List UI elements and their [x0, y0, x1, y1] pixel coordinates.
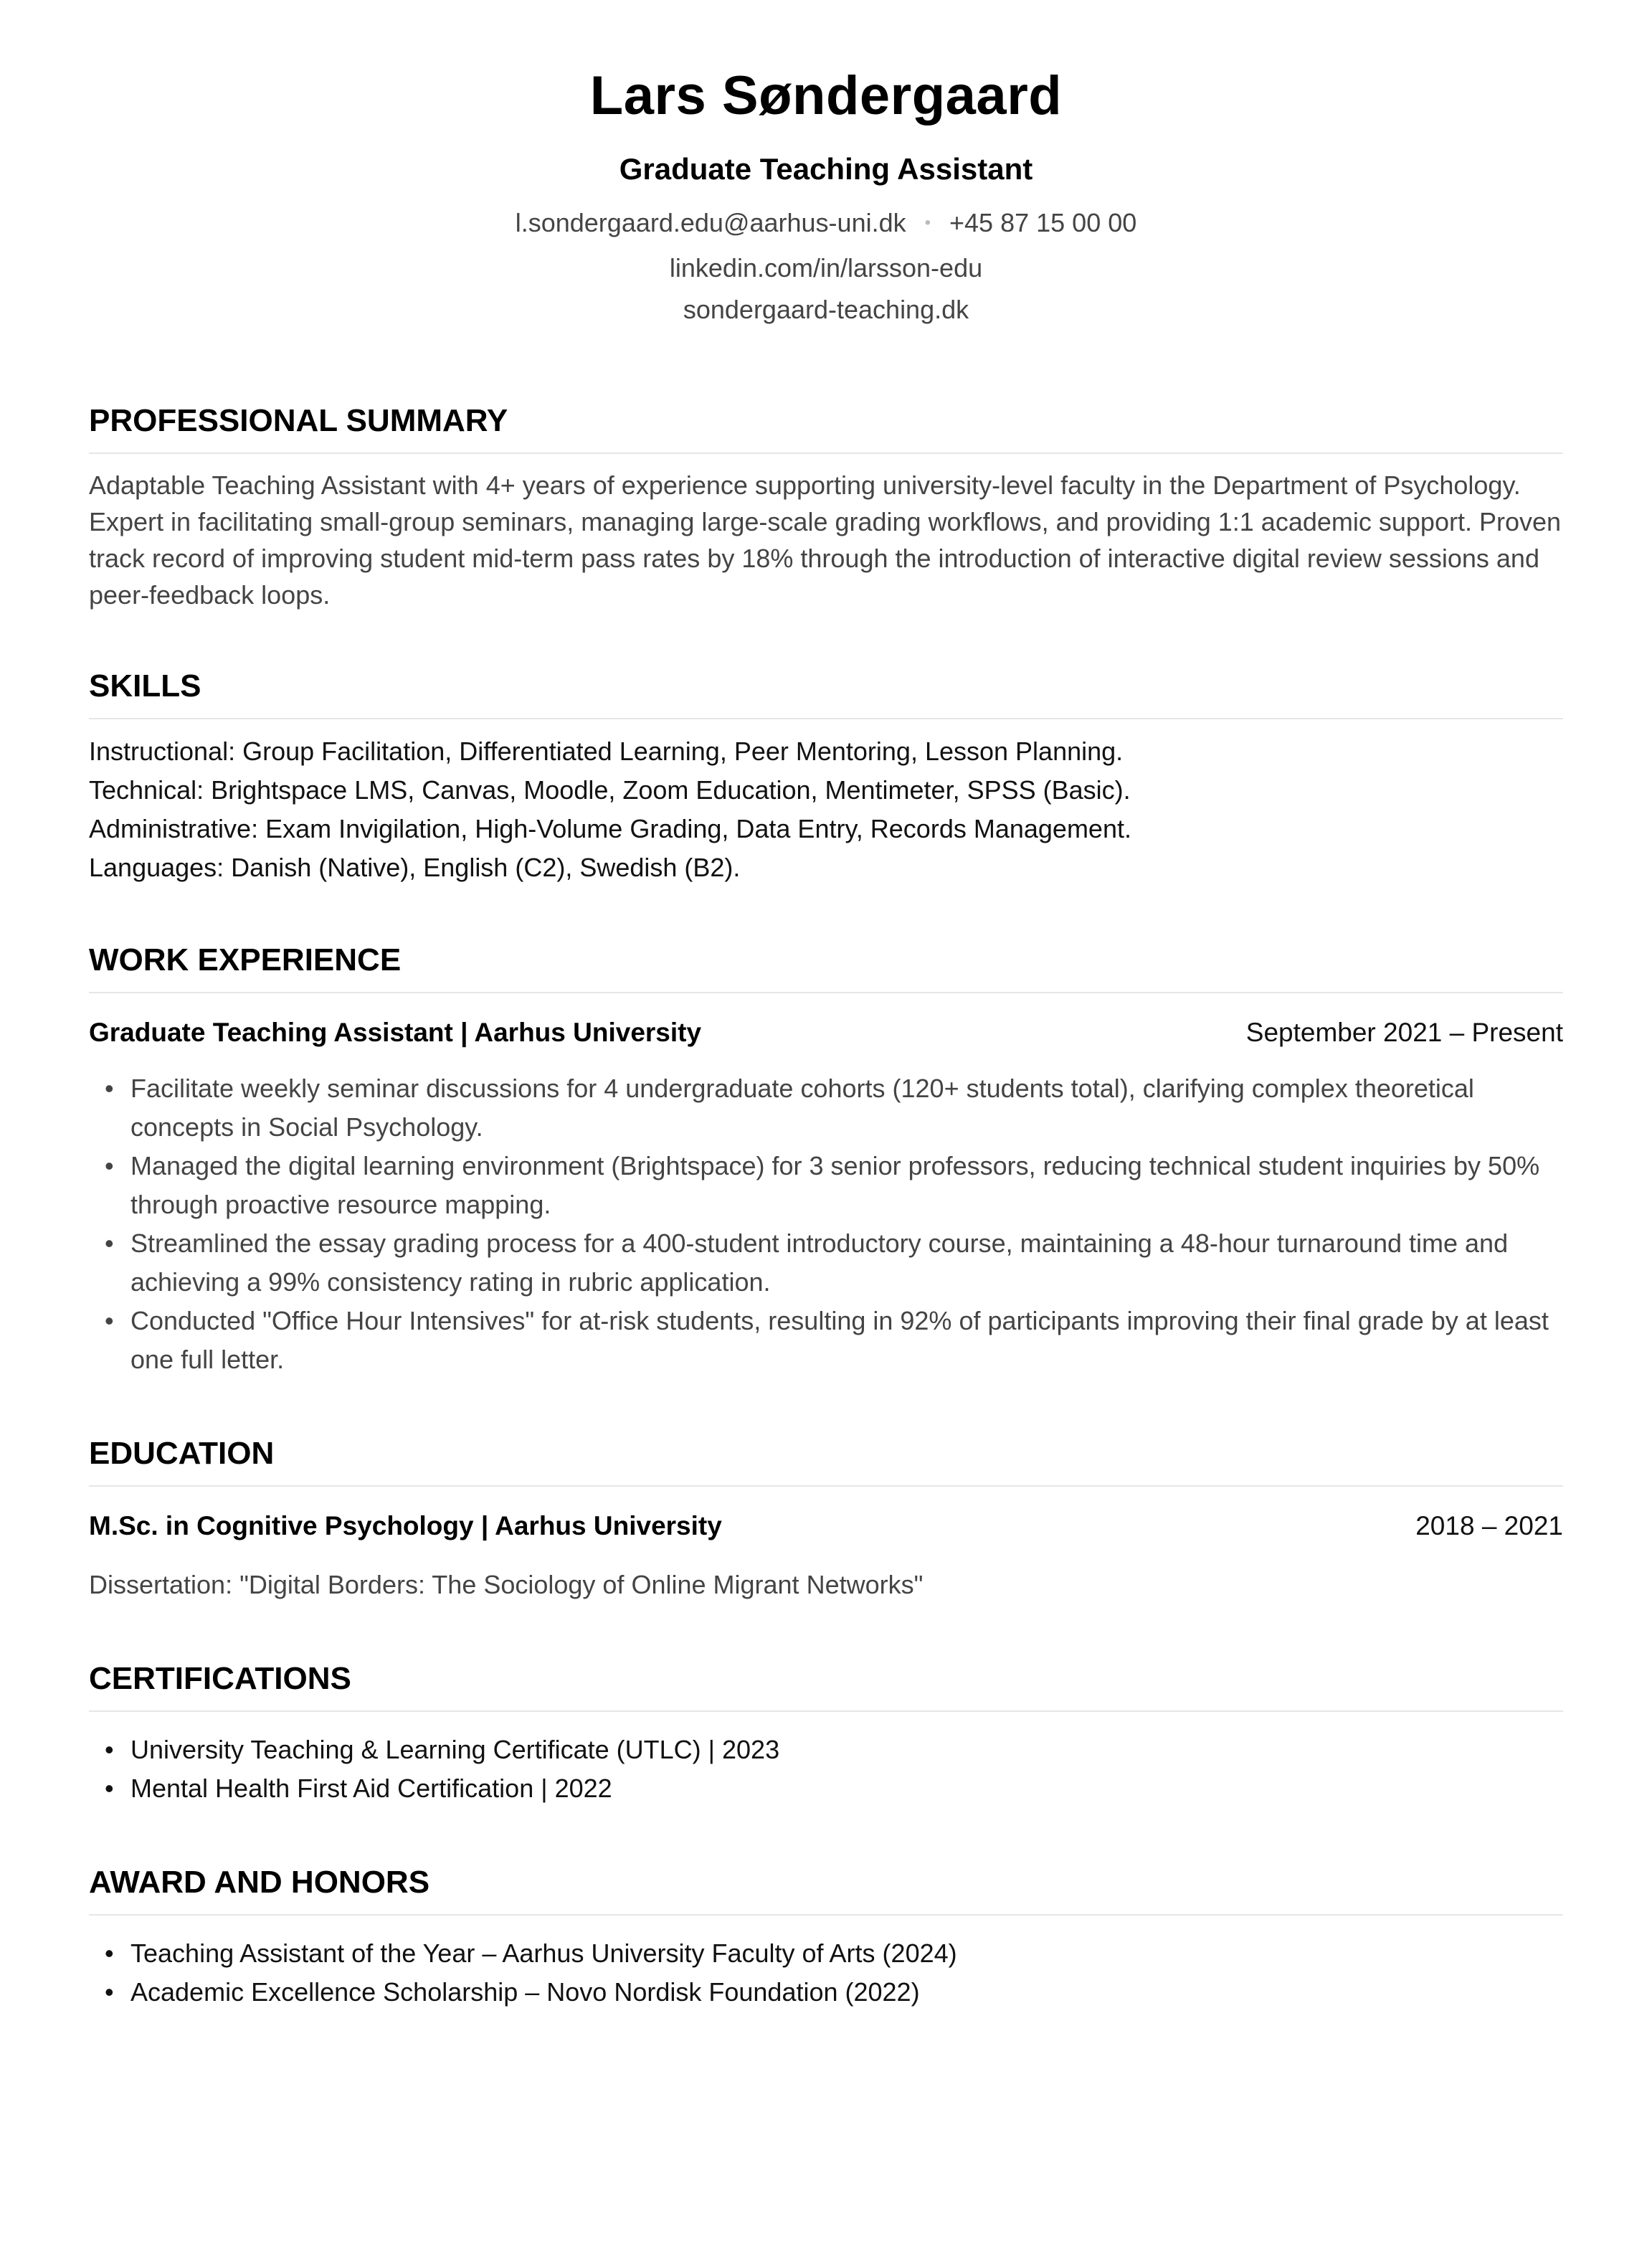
certification-item: • Mental Health First Aid Certification | 2022 — [89, 1769, 1563, 1808]
job-entry — [89, 1015, 1563, 1379]
summary-section — [89, 399, 1563, 613]
dissertation-note: Dissertation: "Digital Borders: The Sociology of Online Migrant Networks" — [89, 1570, 924, 1599]
award-item: • Teaching Assistant of the Year – Aarhus University Faculty of Arts (2024) — [89, 1934, 1563, 1973]
certifications-section — [89, 1657, 1563, 1808]
summary-text: Adaptable Teaching Assistant with 4+ years of experience supporting university-level faculty in the Department of Psychology. Expert in facilitating small-group seminars, managing large-scale grading workflows, and providing 1:1 academic support. Proven track record of improving student mid-term pass rates by 18% through the introduction of interactive digital review sessions and peer-feedback loops. — [89, 470, 1562, 610]
job-bullets — [89, 1069, 1563, 1379]
phone-number[interactable]: +45 87 15 00 00 — [949, 208, 1137, 237]
skills-list — [89, 732, 1563, 887]
job-title: Graduate Teaching Assistant | Aarhus University — [89, 1018, 702, 1047]
summary-heading: PROFESSIONAL SUMMARY — [89, 399, 1563, 454]
awards-heading: AWARD AND HONORS — [89, 1861, 1563, 1916]
skill-line-technical: Technical: Brightspace LMS, Canvas, Moodle, Zoom Education, Mentimeter, SPSS (Basic). — [89, 775, 1131, 805]
candidate-name: Lars Søndergaard — [589, 65, 1063, 126]
education-section — [89, 1432, 1563, 1604]
experience-section — [89, 939, 1563, 1379]
job-bullet: • Streamlined the essay grading process for a 400-student introductory course, maintaining a 48-hour turnaround time and achieving a 99% consistency rating in rubric application. — [89, 1224, 1563, 1302]
certifications-heading: CERTIFICATIONS — [89, 1657, 1563, 1712]
job-date: September 2021 – Present — [1245, 1018, 1563, 1047]
job-bullet: • Conducted "Office Hour Intensives" for at-risk students, resulting in 92% of participants improving their final grade by at least one full letter. — [89, 1302, 1563, 1379]
email-link[interactable]: l.sondergaard.edu@aarhus-uni.dk — [515, 208, 906, 237]
contact-info — [89, 202, 1563, 331]
candidate-role: Graduate Teaching Assistant — [619, 152, 1033, 186]
experience-heading: WORK EXPERIENCE — [89, 939, 1563, 993]
resume-header — [89, 0, 1563, 331]
contact-separator: • — [924, 213, 931, 232]
contact-line-primary — [89, 202, 1563, 247]
education-date: 2018 – 2021 — [1415, 1511, 1563, 1540]
skill-line-languages: Languages: Danish (Native), English (C2), Swedish (B2). — [89, 853, 741, 882]
award-item: • Academic Excellence Scholarship – Novo Nordisk Foundation (2022) — [89, 1973, 1563, 2012]
education-header — [89, 1508, 1563, 1544]
degree-title: M.Sc. in Cognitive Psychology | Aarhus University — [89, 1511, 722, 1540]
job-bullet: • Managed the digital learning environment (Brightspace) for 3 senior professors, reducing technical student inquiries by 50% through proactive resource mapping. — [89, 1147, 1563, 1224]
skills-section — [89, 665, 1563, 887]
skill-line-instructional: Instructional: Group Facilitation, Differentiated Learning, Peer Mentoring, Lesson Planning. — [89, 737, 1124, 766]
awards-section — [89, 1861, 1563, 2012]
awards-list — [89, 1934, 1563, 2012]
skills-heading: SKILLS — [89, 665, 1563, 719]
education-heading: EDUCATION — [89, 1432, 1563, 1487]
certifications-list — [89, 1731, 1563, 1808]
skill-line-administrative: Administrative: Exam Invigilation, High-Volume Grading, Data Entry, Records Management. — [89, 814, 1131, 843]
job-bullet: • Facilitate weekly seminar discussions for 4 undergraduate cohorts (120+ students total), clarifying complex theoretical concepts in Social Psychology. — [89, 1069, 1563, 1147]
certification-item: • University Teaching & Learning Certificate (UTLC) | 2023 — [89, 1731, 1563, 1769]
linkedin-link[interactable]: linkedin.com/in/larsson-edu — [669, 253, 983, 283]
education-entry — [89, 1508, 1563, 1604]
job-header — [89, 1015, 1563, 1051]
website-link[interactable]: sondergaard-teaching.dk — [683, 295, 969, 324]
